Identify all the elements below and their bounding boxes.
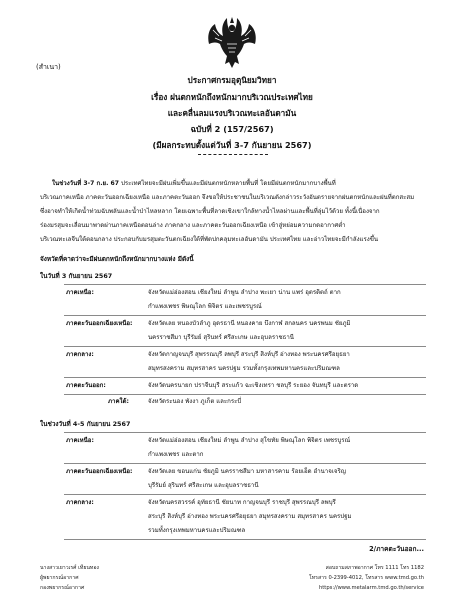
contact-fax: โทรสาร 0-2399-4012, โทรสาร www.tmd.go.th xyxy=(308,575,424,581)
region-provinces: จังหวัดแม่ฮ่องสอน เชียงใหม่ ลำพูน ลำปาง พะเยา น่าน แพร่ อุตรดิตถ์ ตาก xyxy=(148,289,341,296)
region-provinces: บุรีรัมย์ สุรินทร์ ศรีสะเกษ และอุบลราชธานี xyxy=(148,482,259,489)
region-provinces: จังหวัดระนอง พังงา ภูเก็ต และกระบี่ xyxy=(148,398,242,405)
announcement-subject: เรื่อง ฝนตกหนักถึงหนักมากบริเวณประเทศไทย xyxy=(151,92,313,102)
intro-line xyxy=(52,181,336,187)
intro-line: บริเวณภาคเหนือ ภาคตะวันออกเฉียงเหนือ และภาคตะวันออก จึงขอให้ประชาชนในบริเวณดังกล่าวระวังอันตรายจากฝนตกหนักและฝนที่ตกสะสม xyxy=(40,194,415,201)
divider xyxy=(64,315,426,316)
region-label: ภาคตะวันออกเฉียงเหนือ: xyxy=(66,320,133,327)
issue-number: ฉบับที่ 2 (157/2567) xyxy=(190,124,274,134)
region-provinces: รวมทั้งกรุงเทพมหานครและปริมณฑล xyxy=(148,527,246,534)
region-provinces: จังหวัดนครนายก ปราจีนบุรี สระแก้ว ฉะเชิงเทรา ชลบุรี ระยอง จันทบุรี และตราด xyxy=(148,382,359,389)
region-label: ภาคเหนือ: xyxy=(66,289,94,296)
region-provinces: นครราชสีมา บุรีรัมย์ สุรินทร์ ศรีสะเกษ และอุบลราชธานี xyxy=(148,334,294,341)
region-provinces: สระบุรี สิงห์บุรี อ่างทอง พระนครศรีอยุธยา สมุทรสงคราม สมุทรสาคร นครปฐม xyxy=(148,513,352,520)
intro-line: ซึ่งอาจทำให้เกิดน้ำท่วมฉับพลันและน้ำป่าไหลหลาก โดยเฉพาะพื้นที่ลาดเชิงเขาใกล้ทางน้ำไหลผ่านและพื้นที่ลุ่มไว้ด้วย ทั้งนี้เนื่องจาก xyxy=(40,208,380,215)
region-label: ภาคกลาง: xyxy=(66,351,94,358)
region-provinces: จังหวัดกาญจนบุรี สุพรรณบุรี ลพบุรี สระบุรี สิงห์บุรี อ่างทอง พระนครศรีอยุธยา xyxy=(148,351,350,358)
author-role: ผู้พยากรณ์อากาศ xyxy=(40,575,79,581)
region-provinces: จังหวัดเลย หนองบัวลำภู อุดรธานี หนองคาย บึงกาฬ สกลนคร นครพนม ชัยภูมิ xyxy=(148,320,351,327)
divider xyxy=(64,494,426,495)
region-provinces: กำแพงเพชร และตาก xyxy=(148,451,204,458)
author-name: นางสาวเยาวเรศ์ เทียนทอง xyxy=(40,565,99,571)
intro-text: ประเทศไทยจะมีฝนเพิ่มขึ้นและมีฝนตกหนักหลายพื้นที่ โดยมีฝนตกหนักมากบางพื้นที่ xyxy=(119,180,336,187)
period-heading: ในวันที่ 3 กันยายน 2567 xyxy=(40,272,113,280)
region-label: ภาคตะวันออกเฉียงเหนือ: xyxy=(66,468,133,475)
intro-lead: ในช่วงวันที่ 3-7 ก.ย. 67 xyxy=(52,180,120,187)
divider xyxy=(64,377,426,378)
forecast-heading: จังหวัดที่คาดว่าจะมีฝนตกหนักถึงหนักมากบางแห่ง มีดังนี้ xyxy=(40,255,194,263)
region-label: ภาคกลาง: xyxy=(66,499,94,506)
divider xyxy=(64,463,426,464)
region-label: ภาคใต้: xyxy=(108,398,129,405)
region-label: ภาคเหนือ: xyxy=(66,437,94,444)
period-heading: ในช่วงวันที่ 4-5 กันยายน 2567 xyxy=(40,420,131,428)
region-provinces: สมุทรสงคราม สมุทรสาคร นครปฐม รวมทั้งกรุงเทพมหานครและปริมณฑล xyxy=(148,365,340,372)
title-separator xyxy=(198,154,268,155)
intro-line: บริเวณทะเลจีนใต้ตอนกลาง ประกอบกับมรสุมตะวันตกเฉียงใต้ที่พัดปกคลุมทะเลอันดามัน ประเทศไทย และอ่าวไทยจะมีกำลังแรงขึ้น xyxy=(40,236,379,243)
announcement-subject-cont: และคลื่นลมแรงบริเวณทะเลอันดามัน xyxy=(167,108,297,118)
continuation-note: 2/ภาคตะวันออก... xyxy=(369,545,424,553)
contact-phone: สอบถามสภาพอากาศ โทร 1111 โทร 1182 xyxy=(325,565,424,571)
copy-mark: (สำเนา) xyxy=(36,63,61,71)
region-provinces: จังหวัดเลย ขอนแก่น ชัยภูมิ นครราชสีมา มหาสารคาม ร้อยเอ็ด อำนาจเจริญ xyxy=(148,468,346,475)
divider xyxy=(64,346,426,347)
author-division: กองพยากรณ์อากาศ xyxy=(40,585,85,591)
divider xyxy=(64,284,426,285)
divider xyxy=(64,539,426,540)
region-label: ภาคตะวันออก: xyxy=(66,382,106,389)
region-provinces: กำแพงเพชร พิษณุโลก พิจิตร และเพชรบูรณ์ xyxy=(148,303,262,310)
garuda-emblem-icon xyxy=(205,14,259,70)
divider xyxy=(64,394,426,395)
region-provinces: จังหวัดนครสวรรค์ อุทัยธานี ชัยนาท กาญจนบุรี ราชบุรี สุพรรณบุรี ลพบุรี xyxy=(148,499,336,506)
intro-line: ร่องมรสุมจะเลื่อนมาพาดผ่านภาคเหนือตอนล่าง ภาคกลาง และภาคตะวันออกเฉียงเหนือ เข้าสู่หย่อมความกดอากาศต่ำ xyxy=(40,222,346,229)
effective-dates: (มีผลกระทบตั้งแต่วันที่ 3-7 กันยายน 2567) xyxy=(152,140,312,150)
announcement-title: ประกาศกรมอุตุนิยมวิทยา xyxy=(187,75,277,85)
contact-link[interactable]: https://www.metalarm.tmd.go.th/service xyxy=(318,585,424,591)
divider xyxy=(64,432,426,433)
region-provinces: จังหวัดแม่ฮ่องสอน เชียงใหม่ ลำพูน ลำปาง สุโขทัย พิษณุโลก พิจิตร เพชรบูรณ์ xyxy=(148,437,351,444)
